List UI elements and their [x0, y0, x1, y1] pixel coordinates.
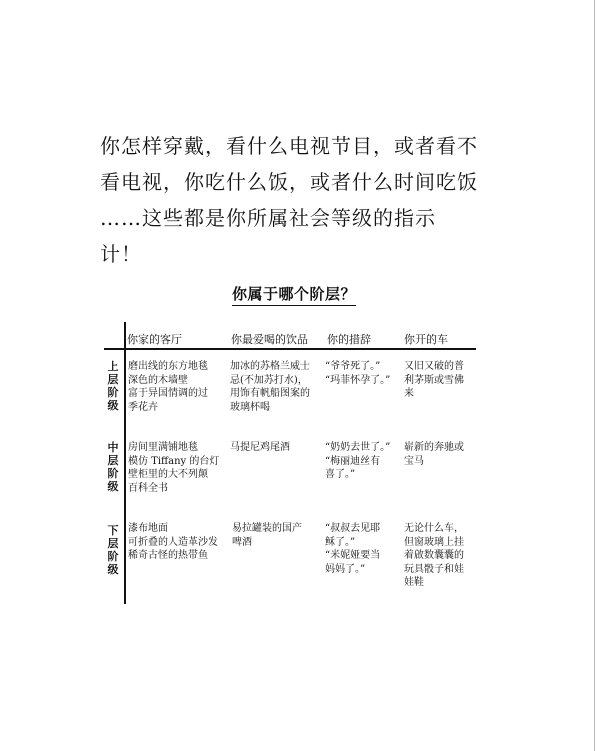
row-label-middle: [106, 441, 120, 493]
header-living-room: 你家的客厅: [127, 333, 182, 346]
intro-line: 看电视，你吃什么饭，或者什么时间吃饭: [100, 170, 478, 194]
row-label-char: 阶: [107, 467, 119, 480]
row-label-char: 层: [107, 454, 119, 467]
cell-line: 无论什么车，: [404, 523, 464, 534]
cell-middle-wording: [325, 441, 390, 482]
row-label-char: 中: [107, 441, 119, 454]
intro-line: 你怎样穿戴，看什么电视节目，或者看不: [100, 134, 478, 158]
cell-line: 易拉罐装的国产: [232, 523, 302, 534]
cell-line: 忌(不加苏打水)，: [230, 374, 308, 386]
cell-middle-car: [404, 441, 464, 468]
cell-line: 磨出线的东方地毯: [128, 361, 208, 372]
cell-lower-living-room: [128, 522, 218, 563]
cell-line: 但窗玻璃上挂: [404, 536, 464, 548]
cell-line: 加冰的苏格兰威士: [230, 361, 310, 372]
cell-line: 喜了。”: [325, 469, 356, 480]
cell-line: 模仿 Tiffany 的台灯: [128, 455, 220, 467]
cell-line: 马提尼鸡尾酒: [230, 442, 290, 453]
cell-upper-living-room: [128, 360, 208, 414]
cell-line: 啤酒: [232, 536, 252, 548]
cell-line: “叔叔去见耶: [325, 523, 381, 534]
cell-line: 漆布地面: [128, 523, 168, 534]
cell-line: 妈妈了。”: [325, 563, 366, 575]
row-label-lower: [106, 524, 120, 576]
cell-lower-wording: [325, 522, 380, 576]
cell-lower-drink: [232, 522, 302, 549]
row-label-char: 级: [107, 480, 119, 493]
cell-line: 来: [404, 388, 414, 399]
cell-lower-car: [404, 522, 464, 590]
intro-line: ……这些都是你所属社会等级的指示: [100, 206, 436, 230]
header-car: 你开的车: [404, 333, 448, 346]
cell-line: 娃鞋: [404, 577, 424, 588]
cell-line: “奶奶去世了。”: [325, 442, 391, 453]
intro-paragraph: [100, 128, 500, 272]
row-label-char: 阶: [107, 386, 119, 399]
cell-line: 富于异国情调的过: [128, 388, 208, 399]
cell-line: 壁柜里的大不列颠: [128, 469, 208, 480]
cell-line: 玩具骰子和娃: [404, 563, 464, 575]
cell-line: 着啟数囊囊的: [404, 550, 464, 561]
row-label-char: 阶: [107, 550, 119, 563]
cell-line: 深色的木墙壁: [128, 374, 188, 386]
cell-middle-drink: [230, 441, 290, 455]
page-edge-line: [594, 0, 595, 751]
row-label-upper: [106, 360, 120, 412]
label-divider: [124, 322, 126, 604]
row-label-char: 层: [107, 373, 119, 386]
cell-line: 用饰有帆船图案的: [230, 388, 310, 399]
header-wording: 你的措辞: [327, 333, 371, 346]
cell-line: 崭新的奔驰或: [404, 442, 464, 453]
cell-upper-drink: [230, 360, 310, 414]
cell-line: “玛菲怀孕了。”: [325, 374, 391, 386]
header-divider: [104, 348, 476, 350]
cell-line: “爷爷死了。”: [325, 361, 381, 372]
cell-line: 可折叠的人造革沙发: [128, 536, 218, 548]
cell-line: 房间里满铺地毯: [128, 442, 198, 453]
header-drink: 你最爱喝的饮品: [231, 333, 308, 346]
row-label-char: 上: [107, 360, 119, 373]
cell-line: 玻璃杯喝: [230, 401, 270, 413]
cell-upper-car: [404, 360, 464, 401]
cell-middle-living-room: [128, 441, 219, 495]
cell-line: “米妮娅要当: [325, 550, 381, 561]
cell-line: “梅丽迪丝有: [325, 455, 381, 467]
cell-line: 稣了。”: [325, 536, 356, 548]
cell-line: 百科全书: [128, 482, 168, 494]
table-title: 你属于哪个阶层？: [232, 283, 356, 306]
row-label-char: 层: [107, 537, 119, 550]
cell-line: 宝马: [404, 455, 424, 467]
row-label-char: 级: [107, 399, 119, 412]
cell-line: 利茅斯或雪佛: [404, 374, 464, 386]
row-label-char: 下: [107, 524, 119, 537]
cell-line: 季花卉: [128, 401, 158, 413]
cell-line: 稀奇古怪的热带鱼: [128, 550, 208, 561]
cell-line: 又旧又破的普: [404, 361, 464, 372]
cell-upper-wording: [325, 360, 390, 387]
intro-line: 计！: [100, 242, 142, 266]
row-label-char: 级: [107, 563, 119, 576]
